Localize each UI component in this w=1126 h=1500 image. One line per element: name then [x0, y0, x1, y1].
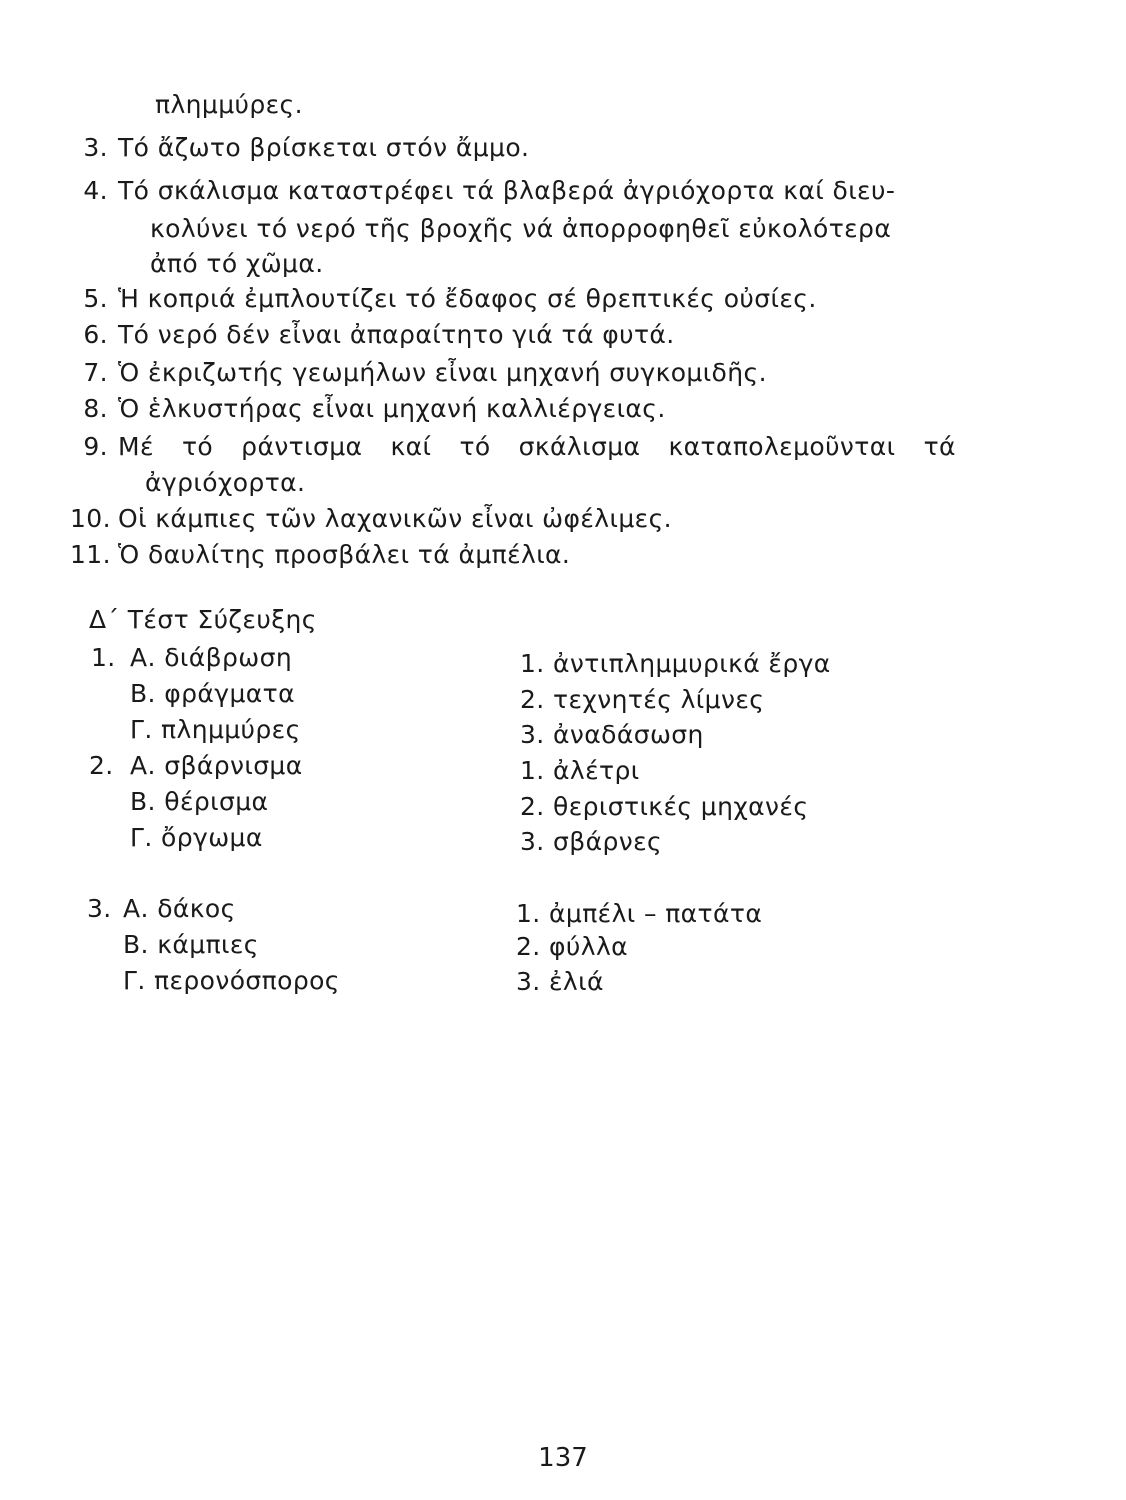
match-answer: θεριστικές μηχανές [553, 792, 809, 821]
tf-item-7 [70, 356, 767, 390]
tf-word: τό [459, 432, 491, 461]
tf-item-number: 9. [83, 432, 108, 461]
match-left-item [130, 821, 263, 855]
tf-item-11 [70, 538, 570, 572]
tf-item-number: 10. [70, 504, 111, 533]
match-right-item [520, 754, 640, 788]
match-number: 2. [520, 792, 545, 821]
tf-word: τό [181, 432, 214, 461]
tf-item-4-cont-1: κολύνει τό νερό τῆς βροχῆς νά ἀπορροφηθεῖ εὐκολότερα [150, 214, 892, 243]
tf-word: τά [923, 432, 956, 461]
tf-item-9-cont: ἀγριόχορτα. [145, 468, 306, 497]
tf-item-number: 5. [83, 284, 108, 313]
match-number: 1. [520, 756, 545, 785]
page-number: 137 [538, 1443, 588, 1473]
tf-item-text: Ὁ ἑλκυστήρας εἶναι μηχανή καλλιέργειας. [118, 394, 666, 423]
tf-continuation: πλημμύρες. [155, 90, 303, 119]
tf-item-text: Τό ἄζωτο βρίσκεται στόν ἄμμο. [118, 133, 530, 162]
match-answer: ἐλιά [549, 967, 604, 996]
match-left-item [130, 677, 295, 711]
match-number: 3. [520, 827, 545, 856]
tf-item-number: 7. [83, 358, 108, 387]
match-group-2-number: 2. [89, 751, 114, 780]
tf-word: Μέ [118, 432, 154, 461]
match-letter: Α. [130, 751, 156, 780]
match-number: 1. [516, 899, 541, 928]
match-answer: σβάρνες [553, 827, 663, 856]
tf-item-3 [70, 131, 529, 165]
tf-item-number: 8. [83, 394, 108, 423]
match-term: πλημμύρες [161, 715, 301, 744]
match-left-item [130, 713, 301, 747]
match-right-item [520, 825, 662, 859]
tf-item-text: Τό νερό δέν εἶναι ἀπαραίτητο γιά τά φυτά. [118, 320, 675, 349]
match-term: διάβρωση [164, 643, 293, 672]
tf-item-text [118, 430, 956, 464]
match-letter: Β. [123, 930, 149, 959]
tf-item-text: Ἡ κοπριά ἐμπλουτίζει τό ἔδαφος σέ θρεπτικές οὐσίες. [118, 284, 817, 313]
match-number: 1. [520, 649, 545, 678]
tf-item-5 [70, 282, 817, 316]
match-answer: φύλλα [549, 932, 629, 961]
tf-item-text: Τό σκάλισμα καταστρέφει τά βλαβερά ἀγριόχορτα καί διευ- [118, 176, 896, 205]
match-letter: Γ. [130, 715, 153, 744]
match-term: δάκος [157, 894, 236, 923]
match-left-item [123, 928, 259, 962]
tf-item-10 [70, 502, 672, 536]
tf-item-text: Οἱ κάμπιες τῶν λαχανικῶν εἶναι ὠφέλιμες. [118, 504, 673, 533]
tf-item-9 [70, 430, 956, 464]
match-left-item [130, 785, 268, 819]
match-letter: Γ. [123, 966, 146, 995]
match-number: 2. [516, 932, 541, 961]
match-term: θέρισμα [164, 787, 269, 816]
match-term: κάμπιες [157, 930, 259, 959]
match-right-item [520, 683, 764, 717]
tf-word: σκάλισμα [518, 432, 641, 461]
match-term: ὄργωμα [161, 823, 263, 852]
match-letter: Β. [130, 787, 156, 816]
match-answer: ἀλέτρι [553, 756, 640, 785]
match-right-item [520, 790, 808, 824]
match-right-item [516, 965, 604, 999]
tf-item-text: Ὁ δαυλίτης προσβάλει τά ἀμπέλια. [118, 540, 571, 569]
match-answer: ἀμπέλι – πατάτα [549, 899, 763, 928]
tf-item-6 [70, 318, 675, 352]
tf-item-8 [70, 392, 666, 426]
match-term: σβάρνισμα [164, 751, 303, 780]
tf-word: καταπολεμοῦνται [668, 432, 896, 461]
match-right-item [520, 718, 704, 752]
match-letter: Β. [130, 679, 156, 708]
tf-item-number: 6. [83, 320, 108, 349]
tf-item-text: Ὁ ἐκριζωτής γεωμήλων εἶναι μηχανή συγκομιδῆς. [118, 358, 767, 387]
match-term: περονόσπορος [154, 966, 340, 995]
match-group-3-number: 3. [87, 894, 112, 923]
match-answer: τεχνητές λίμνες [553, 685, 765, 714]
match-number: 3. [520, 720, 545, 749]
match-left-item [123, 964, 340, 998]
tf-item-number: 3. [83, 133, 108, 162]
match-left-item [123, 892, 236, 926]
tf-word: καί [390, 432, 432, 461]
match-letter: Γ. [130, 823, 153, 852]
tf-word: ράντισμα [241, 432, 363, 461]
match-right-item [516, 897, 762, 931]
match-right-item [520, 647, 831, 681]
matching-heading: Δ΄ Τέστ Σύζευξης [89, 605, 317, 634]
match-number: 2. [520, 685, 545, 714]
tf-item-4 [70, 174, 895, 208]
match-right-item [516, 930, 628, 964]
match-term: φράγματα [164, 679, 296, 708]
tf-item-number: 11. [70, 540, 111, 569]
match-answer: ἀντιπλημμυρικά ἔργα [553, 649, 831, 678]
tf-item-number: 4. [83, 176, 108, 205]
match-answer: ἀναδάσωση [553, 720, 704, 749]
tf-item-4-cont-2: ἀπό τό χῶμα. [150, 249, 324, 278]
match-left-item [130, 749, 303, 783]
match-left-item [130, 641, 292, 675]
match-letter: Α. [130, 643, 156, 672]
match-group-1-number: 1. [91, 643, 116, 672]
match-number: 3. [516, 967, 541, 996]
match-letter: Α. [123, 894, 149, 923]
